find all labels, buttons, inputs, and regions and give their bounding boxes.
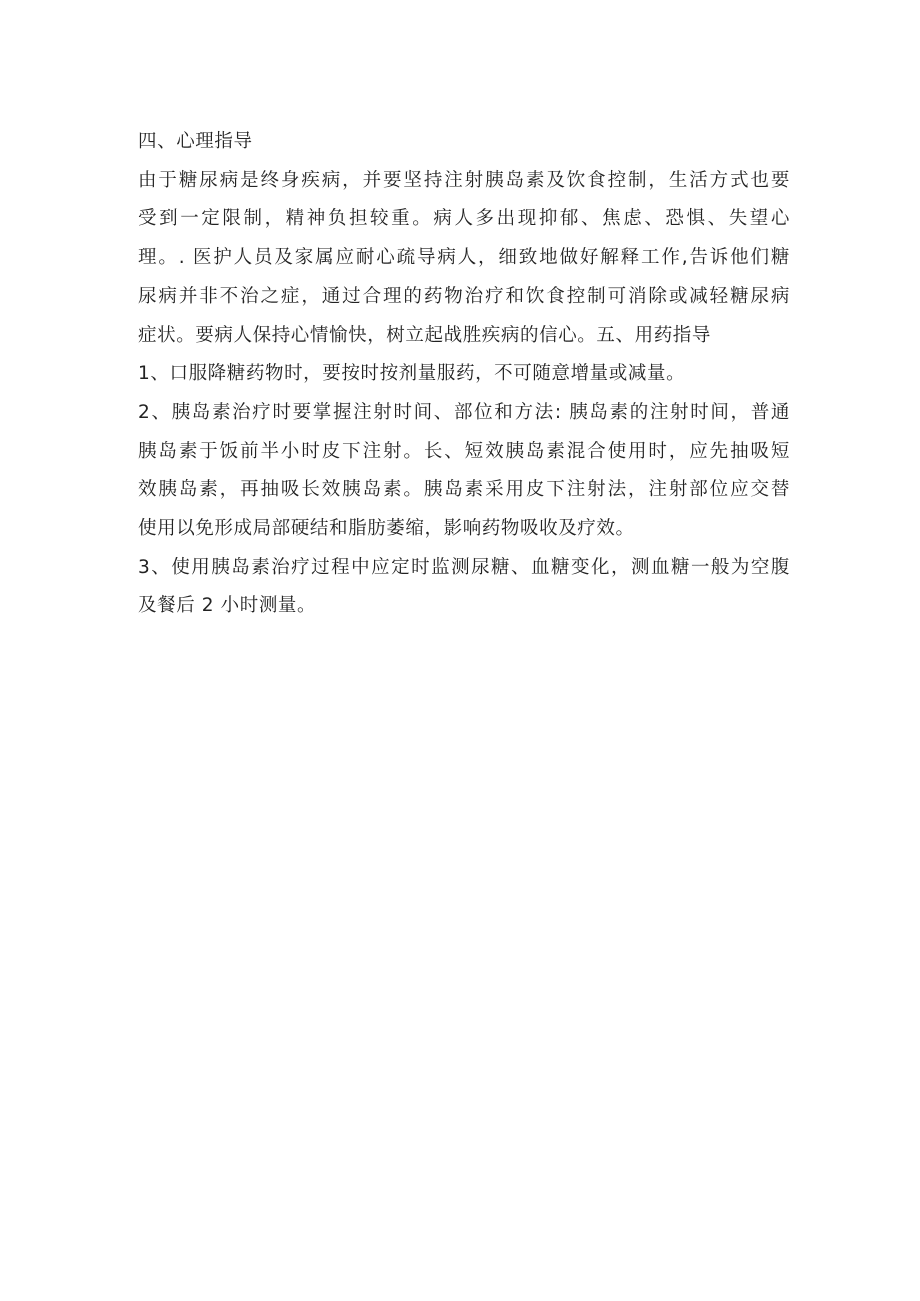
paragraph-line: 胰岛素于饭前半小时皮下注射。长、短效胰岛素混合使用时，应先抽吸短 <box>138 440 790 462</box>
paragraph-line: 3、使用胰岛素治疗过程中应定时监测尿糖、血糖变化，测血糖一般为空腹 <box>138 556 790 578</box>
paragraph-line: 由于糖尿病是终身疾病，并要坚持注射胰岛素及饮食控制，生活方式也要 <box>138 169 790 191</box>
document-body <box>138 123 790 626</box>
paragraph-line: 尿病并非不治之症，通过合理的药物治疗和饮食控制可消除或减轻糖尿病 <box>138 285 790 307</box>
paragraph-glucose-monitoring <box>138 549 790 626</box>
paragraph-line: 症状。要病人保持心情愉快，树立起战胜疾病的信心。五、用药指导 <box>138 324 712 346</box>
paragraph-line: 受到一定限制，精神负担较重。病人多出现抑郁、焦虑、恐惧、失望心 <box>138 208 790 230</box>
paragraph-line: 及餐后 2 小时测量。 <box>138 595 317 617</box>
paragraph-line: 效胰岛素，再抽吸长效胰岛素。胰岛素采用皮下注射法，注射部位应交替 <box>138 479 790 501</box>
paragraph-oral-medication <box>138 355 790 394</box>
paragraph-line: 使用以免形成局部硬结和脂肪萎缩，影响药物吸收及疗效。 <box>138 518 635 540</box>
paragraph-insulin-injection <box>138 394 790 549</box>
paragraph-line: 理。. 医护人员及家属应耐心疏导病人，细致地做好解释工作,告诉他们糖 <box>138 247 790 269</box>
section-heading: 四、心理指导 <box>138 131 253 152</box>
paragraph-line: 1、口服降糖药物时，要按时按剂量服药，不可随意增量或减量。 <box>138 363 686 385</box>
paragraph-psychological-guidance <box>138 162 790 356</box>
paragraph-line: 2、胰岛素治疗时要掌握注射时间、部位和方法: 胰岛素的注射时间，普通 <box>138 401 790 423</box>
